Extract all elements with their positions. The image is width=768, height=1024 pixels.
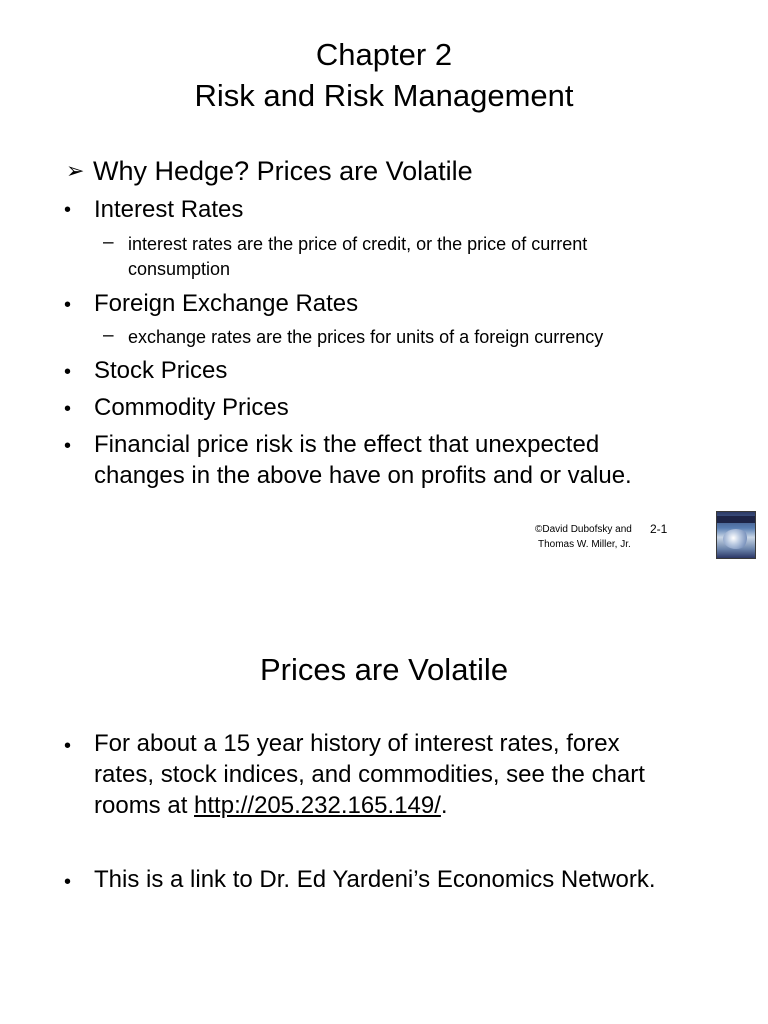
copyright-credit-line-1: ©David Dubofsky and (535, 524, 632, 535)
paragraph-1-line-1: For about a 15 year history of interest rates, forex (94, 730, 620, 757)
bullet-icon: • (64, 294, 72, 316)
dash-icon: – (103, 325, 114, 346)
copyright-credit-line-2: Thomas W. Miller, Jr. (538, 539, 631, 550)
book-cover-band (717, 516, 755, 523)
slide-1-title-line-1: Chapter 2 (315, 37, 453, 72)
bullet-interest-rates: Interest Rates (94, 196, 244, 223)
bullet-icon: • (64, 398, 72, 420)
sub-bullet-interest-rates-line-2: consumption (128, 259, 231, 279)
bullet-icon: • (64, 435, 72, 457)
yardeni-link[interactable]: http://205.232.165.149/ (194, 792, 441, 819)
arrow-bullet-icon: ➢ (66, 158, 85, 183)
book-cover-art (723, 529, 749, 549)
slide-2-title: Prices are Volatile (259, 652, 509, 687)
bullet-icon: • (64, 361, 72, 383)
bullet-financial-price-risk-line-1: Financial price risk is the effect that unexpected (94, 431, 600, 458)
sub-bullet-interest-rates-line-1: interest rates are the price of credit, or the price of current (128, 234, 588, 254)
paragraph-2: This is a link to Dr. Ed Yardeni’s Economics Network. (94, 866, 656, 893)
paragraph-1-line-3-prefix: rooms at (94, 792, 195, 819)
bullet-financial-price-risk-line-2: changes in the above have on profits and or value. (94, 462, 632, 489)
bullet-icon: • (64, 199, 72, 221)
slide-1-heading: Why Hedge? Prices are Volatile (93, 156, 473, 186)
bullet-foreign-exchange-rates: Foreign Exchange Rates (94, 290, 359, 317)
bullet-stock-prices: Stock Prices (94, 357, 228, 384)
bullet-icon: • (64, 735, 72, 757)
paragraph-1-line-2: rates, stock indices, and commodities, see the chart (94, 761, 645, 788)
slide-1-title-line-2: Risk and Risk Management (194, 78, 574, 113)
bullet-icon: • (64, 871, 72, 893)
paragraph-1-line-3-suffix: . (440, 792, 448, 819)
dash-icon: – (103, 232, 114, 253)
slide-number: 2-1 (650, 522, 668, 536)
bullet-commodity-prices: Commodity Prices (94, 394, 289, 421)
sub-bullet-exchange-rates: exchange rates are the prices for units of a foreign currency (128, 327, 604, 347)
paragraph-1-line-3 (94, 791, 448, 821)
book-cover-icon (716, 511, 756, 559)
